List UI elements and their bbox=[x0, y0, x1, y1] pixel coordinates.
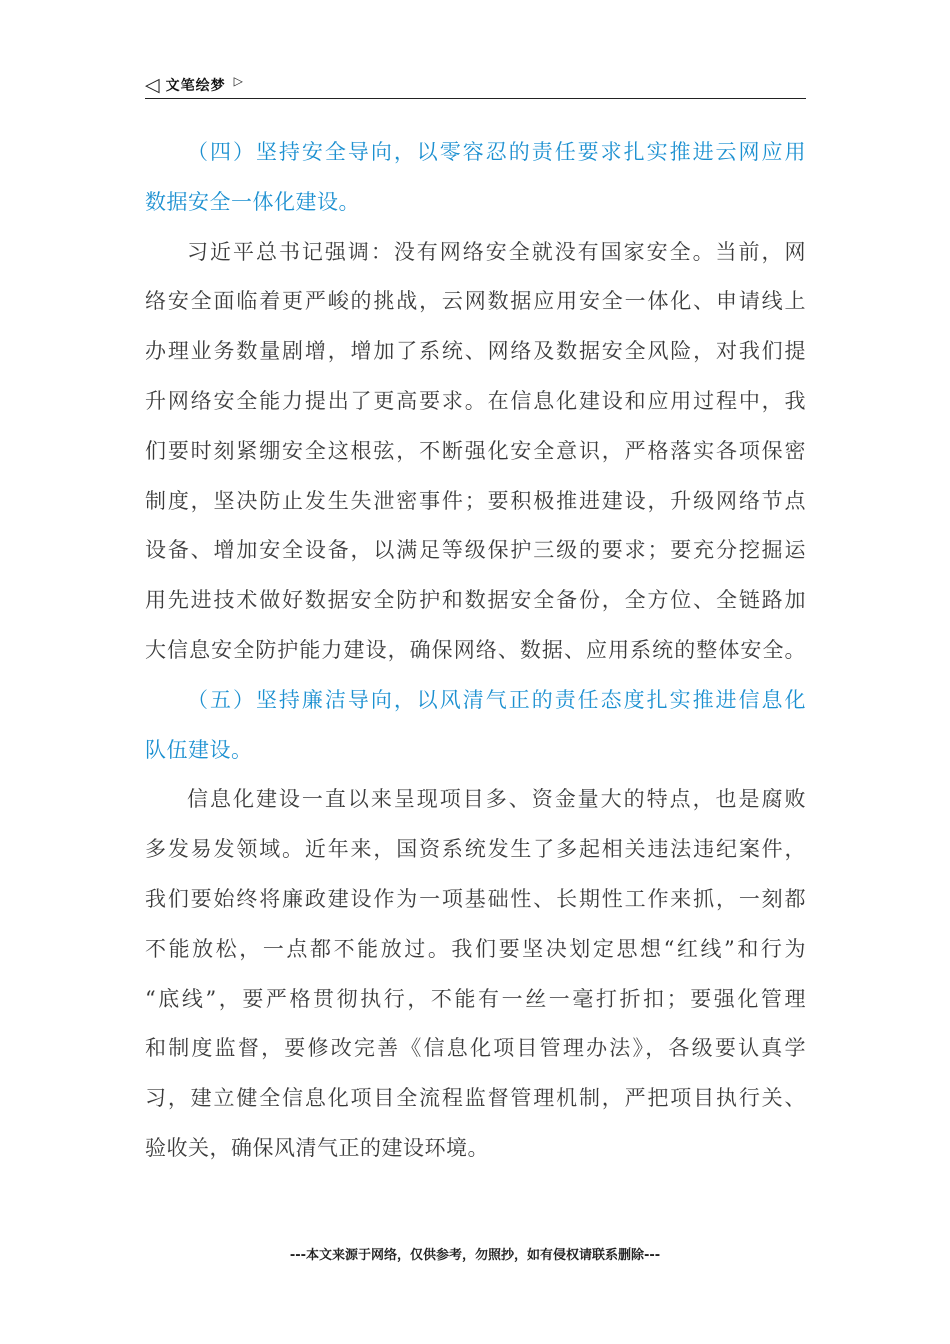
paragraph-line: 们要时刻紧绷安全这根弦，不断强化安全意识，严格落实各项保密 bbox=[145, 438, 806, 463]
document-body bbox=[145, 128, 806, 1174]
paragraph-line: 和制度监督，要修改完善《信息化项目管理办法》，各级要认真学 bbox=[145, 1036, 806, 1061]
page-footer-disclaimer: ---本文来源于网络，仅供参考，勿照抄，如有侵权请联系删除--- bbox=[289, 1248, 661, 1263]
triangle-right-icon: ▷ bbox=[233, 74, 243, 88]
section-heading-line: （四）坚持安全导向，以零容忍的责任要求扎实推进云网应用 bbox=[187, 140, 806, 164]
paragraph-line: 多发易发领域。近年来，国资系统发生了多起相关违法违纪案件， bbox=[145, 837, 806, 862]
section-heading-line: （五）坚持廉洁导向，以风清气正的责任态度扎实推进信息化 bbox=[187, 687, 806, 712]
section-heading-line: 数据安全一体化建设。 bbox=[145, 189, 360, 214]
paragraph-line: 用先进技术做好数据安全防护和数据安全备份，全方位、全链路加 bbox=[145, 588, 806, 613]
paragraph-line: 设备、增加安全设备，以满足等级保护三级的要求；要充分挖掘运 bbox=[145, 538, 806, 563]
paragraph-line: 信息化建设一直以来呈现项目多、资金量大的特点，也是腐败 bbox=[187, 787, 806, 812]
paragraph-line: 制度，坚决防止发生失泄密事件；要积极推进建设，升级网络节点 bbox=[145, 488, 806, 513]
paragraph-line: “底线”，要严格贯彻执行，不能有一丝一毫打折扣；要强化管理 bbox=[145, 986, 806, 1011]
page-header bbox=[145, 72, 806, 99]
paragraph-line: 升网络安全能力提出了更高要求。在信息化建设和应用过程中，我 bbox=[145, 388, 806, 413]
paragraph-line: 办理业务数量剧增，增加了系统、网络及数据安全风险，对我们提 bbox=[145, 339, 806, 364]
paragraph-line: 不能放松，一点都不能放过。我们要坚决划定思想“红线”和行为 bbox=[145, 936, 806, 961]
paragraph-line: 我们要始终将廉政建设作为一项基础性、长期性工作来抓，一刻都 bbox=[145, 886, 806, 911]
paragraph-line: 习近平总书记强调：没有网络安全就没有国家安全。当前，网 bbox=[187, 239, 806, 264]
section-heading-line: 队伍建设。 bbox=[145, 737, 253, 762]
paragraph-line: 验收关，确保风清气正的建设环境。 bbox=[145, 1135, 489, 1160]
triangle-left-icon: ◁ bbox=[145, 73, 160, 96]
paragraph-line: 络安全面临着更严峻的挑战，云网数据应用安全一体化、申请线上 bbox=[145, 289, 806, 314]
brand-name: 文笔绘梦 bbox=[165, 78, 226, 94]
paragraph-line: 大信息安全防护能力建设，确保网络、数据、应用系统的整体安全。 bbox=[145, 637, 806, 662]
paragraph-line: 习，建立健全信息化项目全流程监督管理机制，严把项目执行关、 bbox=[145, 1086, 806, 1111]
